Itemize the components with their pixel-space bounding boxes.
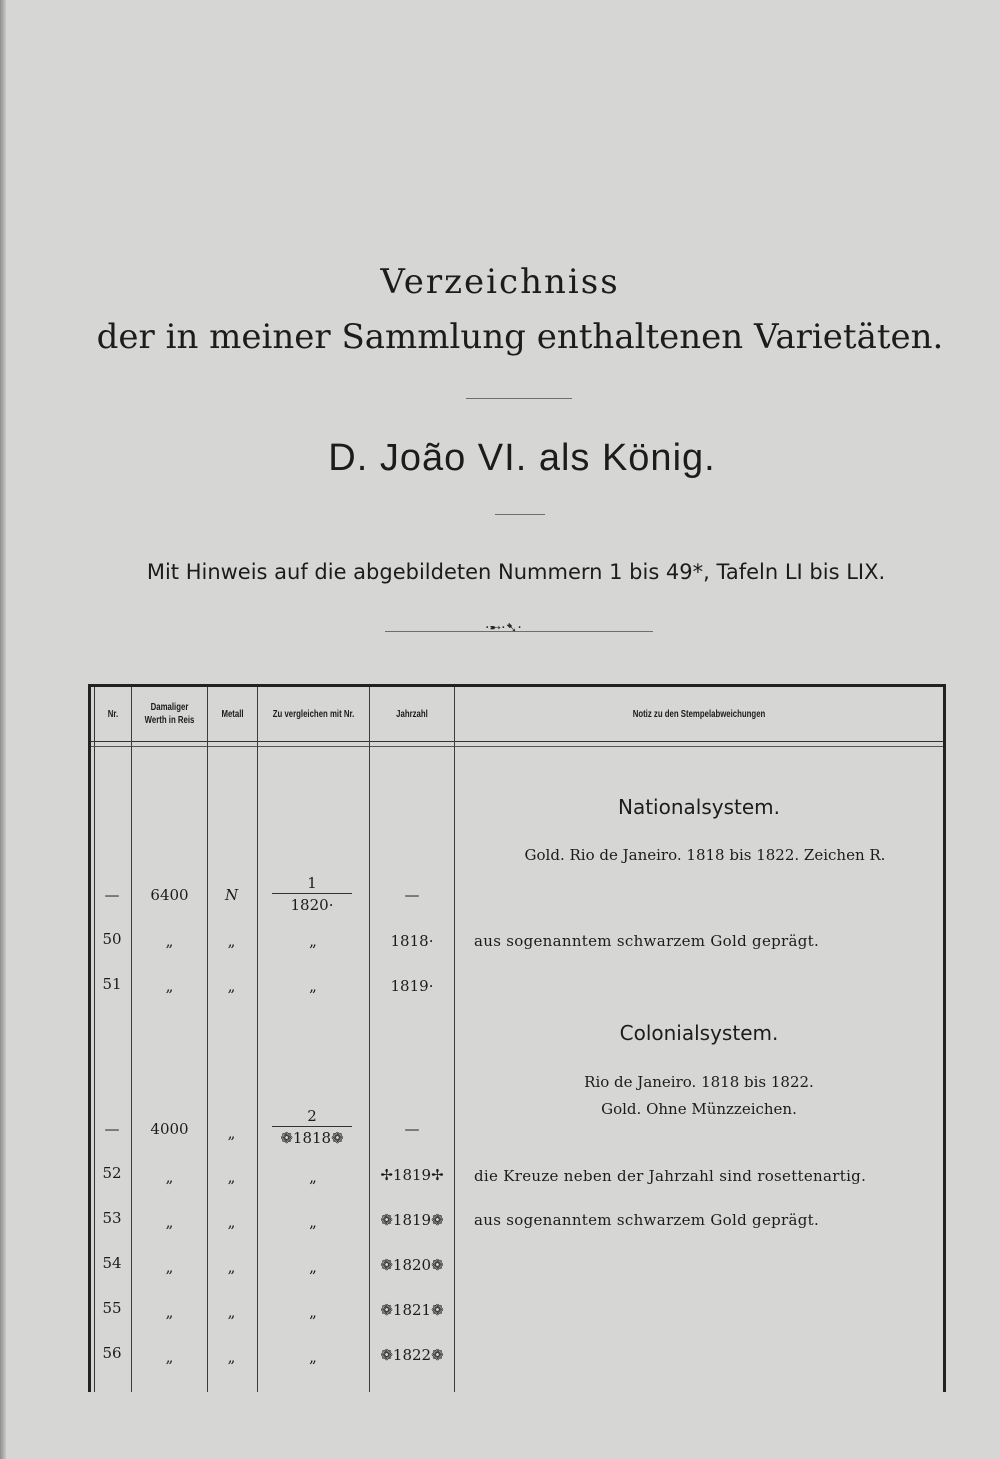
table-cell-werth: „: [165, 1213, 174, 1231]
header-jahrzahl: Jahrzahl: [396, 708, 428, 720]
header-rule: [91, 741, 943, 742]
table-cell-jahrzahl: —: [404, 1120, 420, 1138]
table-cell-nr: —: [104, 886, 120, 904]
ornament-icon: ·➸·➷·: [485, 620, 522, 636]
table-cell-metall: „: [227, 977, 236, 995]
header-vergleichen: Zu vergleichen mit Nr.: [272, 708, 355, 720]
header-notiz: Notiz zu den Stempelabweichungen: [632, 708, 766, 720]
header-metall: Metall: [221, 708, 244, 720]
table-cell-metall: „: [227, 1258, 236, 1276]
column-divider: [207, 687, 208, 1392]
fraction-denominator: ❁1818❁: [280, 1129, 344, 1147]
table-cell-werth: „: [165, 1168, 174, 1186]
fraction-numerator: 2: [272, 1107, 352, 1127]
table-cell-metall: „: [227, 932, 236, 950]
table-cell-jahrzahl: —: [404, 886, 420, 904]
table-cell-nr: 56: [102, 1344, 122, 1362]
table-cell-notiz: die Kreuze neben der Jahrzahl sind rosettenartig.: [474, 1167, 867, 1185]
table-cell-nr: 55: [102, 1299, 122, 1317]
table-cell-vergleichen: „: [309, 977, 317, 995]
section-title-colonial: Colonialsystem.: [619, 1021, 779, 1045]
table-cell-jahrzahl: ✢1819✢: [380, 1166, 444, 1184]
section-subtitle-colonial: Rio de Janeiro. 1818 bis 1822.: [584, 1073, 814, 1091]
table-right-border: [943, 684, 946, 1392]
table-cell-werth: „: [165, 1258, 174, 1276]
table-cell-jahrzahl: 1819·: [390, 977, 434, 995]
table-cell-werth: 6400: [150, 886, 189, 904]
table-cell-metall: „: [227, 1348, 236, 1366]
table-cell-nr: 53: [102, 1209, 122, 1227]
table-cell-vergleichen: „: [309, 1258, 317, 1276]
table-cell-vergleichen: „: [309, 1213, 317, 1231]
table-cell-jahrzahl: ❁1819❁: [380, 1211, 444, 1229]
table-inner-left-border: [94, 687, 95, 1392]
table-cell-notiz: aus sogenanntem schwarzem Gold geprägt.: [474, 1211, 820, 1229]
table-cell-jahrzahl: ❁1820❁: [380, 1256, 444, 1274]
table-cell-werth: „: [165, 932, 174, 950]
table-cell-werth: 4000: [150, 1120, 189, 1138]
table-cell-vergleichen: „: [309, 1303, 317, 1321]
table-cell-werth: „: [165, 1303, 174, 1321]
header-rule-double: [91, 746, 943, 747]
table-cell-notiz: aus sogenanntem schwarzem Gold geprägt.: [474, 932, 820, 950]
section-heading: D. João VI. als König.: [328, 437, 716, 479]
header-werth: Damaliger Werth in Reis: [144, 702, 195, 726]
header-nr: Nr.: [107, 708, 119, 720]
table-left-border: [88, 684, 91, 1392]
divider: [466, 398, 572, 399]
fraction-denominator: 1820·: [290, 896, 334, 914]
table-cell-metall: „: [227, 1124, 236, 1142]
table-cell-jahrzahl: 1818·: [390, 932, 434, 950]
page-spine-shadow: [0, 0, 6, 1459]
table-cell-vergleichen: „: [309, 1168, 317, 1186]
fraction-reference: [272, 874, 352, 914]
column-divider: [369, 687, 370, 1392]
page-title: Verzeichniss: [380, 262, 620, 302]
table-cell-werth: „: [165, 977, 174, 995]
table-cell-nr: 52: [102, 1164, 122, 1182]
section-subtitle-national: Gold. Rio de Janeiro. 1818 bis 1822. Zeichen R.: [524, 846, 886, 864]
section-subtitle-colonial-2: Gold. Ohne Münzzeichen.: [601, 1100, 797, 1118]
page-subtitle: der in meiner Sammlung enthaltenen Varietäten.: [96, 317, 944, 357]
table-cell-jahrzahl: ❁1822❁: [380, 1346, 444, 1364]
table-cell-werth: „: [165, 1348, 174, 1366]
table-cell-jahrzahl: ❁1821❁: [380, 1301, 444, 1319]
fraction-numerator: 1: [272, 874, 352, 894]
section-title-national: Nationalsystem.: [617, 795, 780, 819]
divider-short: [495, 514, 545, 515]
table-cell-metall: N: [224, 886, 239, 904]
table-cell-nr: 50: [102, 930, 122, 948]
fraction-reference: [272, 1107, 352, 1147]
table-cell-metall: „: [227, 1168, 236, 1186]
table-cell-vergleichen: „: [309, 1348, 317, 1366]
reference-note: Mit Hinweis auf die abgebildeten Nummern 1 bis 49*, Tafeln LI bis LIX.: [146, 560, 886, 584]
table-cell-nr: 54: [102, 1254, 122, 1272]
table-cell-nr: 51: [102, 975, 122, 993]
table-cell-metall: „: [227, 1303, 236, 1321]
table-cell-vergleichen: „: [309, 932, 317, 950]
column-divider: [131, 687, 132, 1392]
column-divider: [257, 687, 258, 1392]
table-cell-metall: „: [227, 1213, 236, 1231]
table-cell-nr: —: [104, 1120, 120, 1138]
table-top-border: [88, 684, 946, 687]
